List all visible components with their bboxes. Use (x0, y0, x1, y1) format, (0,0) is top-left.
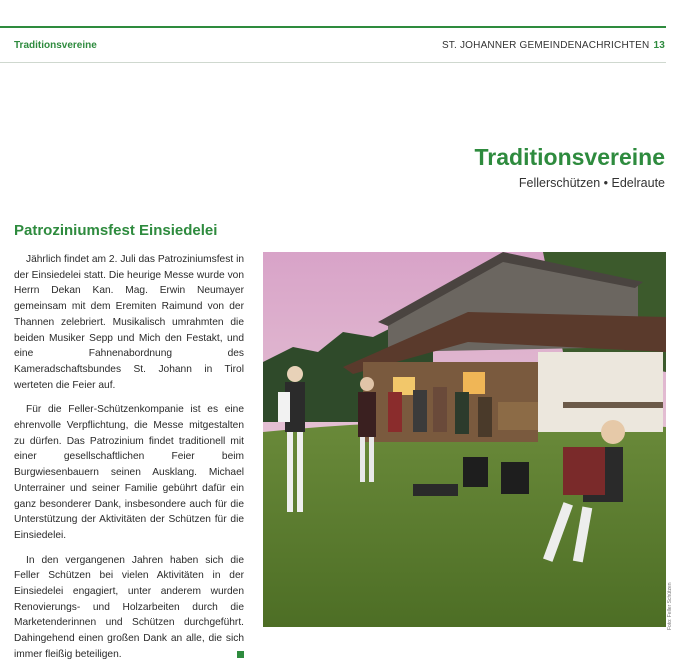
top-rule (0, 26, 666, 28)
window-lit (463, 372, 485, 394)
hut-white-wall (538, 352, 663, 432)
article-body (14, 252, 244, 672)
running-head-section: Traditionsvereine (14, 40, 97, 51)
page-number: 13 (653, 40, 665, 51)
photo-illustration (263, 252, 666, 627)
instrument-case (413, 484, 458, 496)
section-title: Traditionsvereine (474, 144, 665, 170)
article-photo (263, 252, 666, 627)
fence (563, 402, 663, 408)
backpack (501, 462, 529, 494)
photo-credit: Foto: Feller Schützen (667, 582, 673, 630)
article-paragraph-1: Jährlich findet am 2. Juli das Patroziniumsfest in der Einsiedelei statt. Die heurige Messe wurde von Herrn Dekan Kan. Mag. Erwin Neumayer gemeinsam mit dem Eremiten Raimund von der Thannen zelebriert. Musikalisch umrahmten die beiden Musiker Sepp und Mich den Festakt, und eine Fahnenabordnung des Kameradschaftsbundes St. Johann in Tirol werteten die Feier auf. (14, 254, 244, 391)
article-end-mark (237, 651, 244, 658)
header-rule (0, 62, 666, 63)
article-paragraph-3-text: In den vergangenen Jahren haben sich die Feller Schützen bei vielen Aktivitäten in der Einsiedelei engagiert, unter anderem wurden Renovierungs- und Holzarbeiten durch die Marketenderinnen und Schützen durchgeführt. Dahingehend einen großen Dank an alle, die sich immer fleißig beteiligen. (14, 554, 244, 660)
section-subtitle: Fellerschützen • Edelraute (518, 176, 665, 190)
running-head-publication (442, 40, 665, 51)
article-paragraph-3 (14, 553, 244, 663)
backpack (463, 457, 488, 487)
hut-table (498, 402, 538, 430)
publication-name: ST. JOHANNER GEMEINDENACHRICHTEN (441, 40, 650, 51)
article-paragraph-2: Für die Feller-Schützenkompanie ist es eine ehrenvolle Verpflichtung, die Messe mitgestalten zu dürfen. Das Patrozinium findet traditionell mit einer gesellschaftlichen Feier beim Burgwiesenbauern seinen Ausklang. Michael Unterrainer und seiner Familie gebührt dafür ein ganz besonderer Dank, insbesondere auch für die Unterstützung der Aktivitäten der Schützen für die Einsiedelei. (14, 404, 244, 541)
article-title: Patroziniumsfest Einsiedelei (14, 222, 218, 239)
